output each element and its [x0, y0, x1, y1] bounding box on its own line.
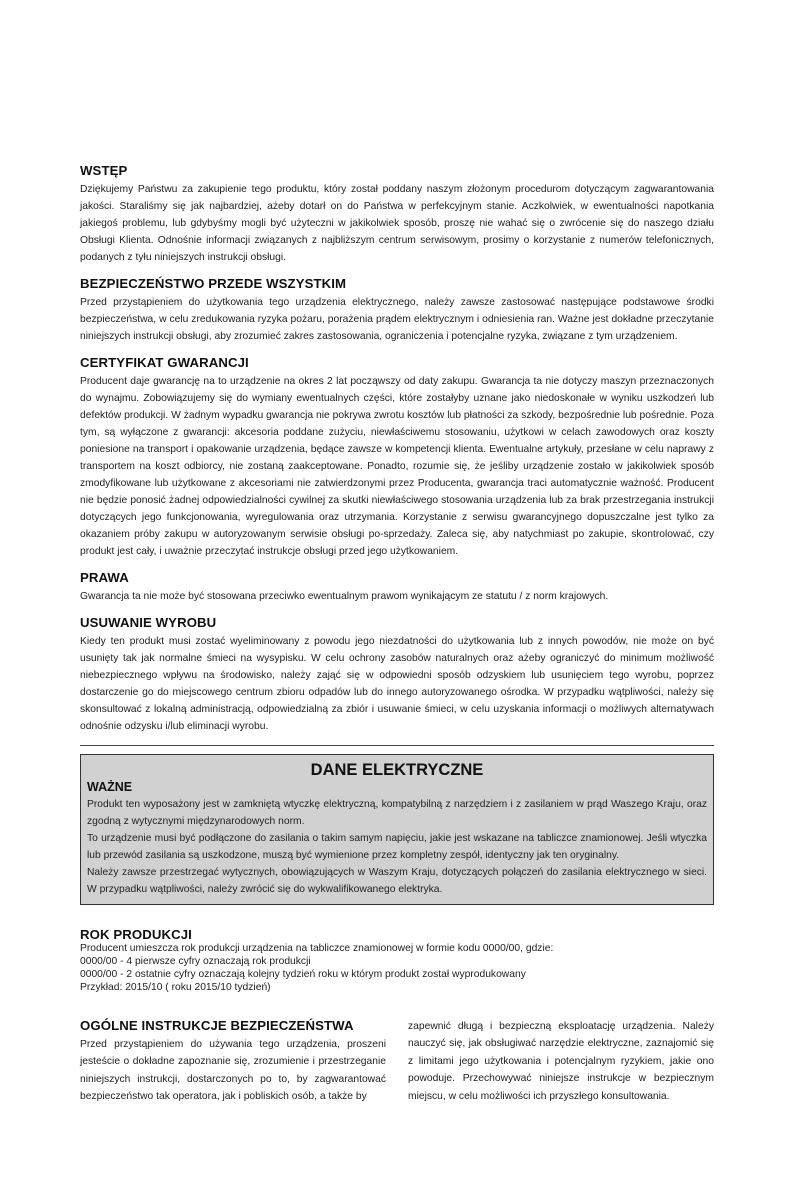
section-wstep — [80, 163, 714, 266]
section-heading: PRAWA — [80, 570, 129, 585]
production-line: Producent umieszcza rok produkcji urządzenia na tabliczce znamionowej w formie kodu 0000/00, gdzie: — [80, 943, 554, 954]
production-line: 0000/00 - 4 pierwsze cyfry oznaczają rok produkcji — [80, 956, 311, 967]
electrical-title: DANE ELEKTRYCZNE — [310, 761, 484, 779]
section-heading: ROK PRODUKCJI — [80, 927, 192, 942]
production-line: Przykład: 2015/10 ( roku 2015/10 tydzień) — [80, 982, 271, 993]
section-text: Kiedy ten produkt musi zostać wyeliminowany z powodu jego niezdatności do użytkowania lub z innych powodów, nie może on być usunięty tak jak normalne śmieci na wysypisku. W celu ochrony zasobów naturalnych oraz ażeby ograniczyć do minimum możliwość niebezpiecznego wpływu na środowisko, należy zająć się w odpowiedni sposób odzyskiem lub usunięciem tego wyrobu, poprzez dostarczenie go do miejscowego centrum zbioru odpadów lub do innego autoryzowanego ośrodka. W przypadku wątpliwości, należy się skonsultować z lokalną administracją, odpowiedzialną za zbiór i usuwanie śmieci, w celu uzyskania informacji o możliwych alternatywach odnośnie odzysku i/lub eliminacji wyrobu. — [80, 636, 714, 732]
electrical-paragraph: To urządzenie musi być podłączone do zasilania o takim samym napięciu, jakie jest wskazane na tabliczce znamionowej. Jeśli wtyczka lub przewód zasilania są uszkodzone, muszą być wymienione przez kompletny zespół, identyczny jak ten oryginalny. — [87, 833, 707, 861]
section-heading: WSTĘP — [80, 163, 128, 178]
section-heading: CERTYFIKAT GWARANCJI — [80, 355, 249, 370]
section-text: Dziękujemy Państwu za zakupienie tego produktu, który został poddany naszym złożonym procedurom dotyczącym zagwarantowania jakości. Staraliśmy się jak najbardziej, ażeby dotarł on do Państwa w perfekcyjnym stanie. Aczkolwiek, w ewentualności napotkania jakiegoś problemu, lub gdybyśmy mogli być użyteczni w jakikolwiek sposób, proszę nie wahać się o zwrócenie się do naszego działu Obsługi Klienta. Odnośnie informacji związanych z najbliższym centrum serwisowym, prosimy o korzystanie z numerów telefonicznych, podanych z tyłu niniejszych instrukcji obsługi. — [80, 184, 714, 263]
section-rok-produkcji — [80, 927, 714, 994]
general-safety-columns — [80, 1018, 714, 1106]
important-label: WAŻNE — [87, 780, 133, 794]
electrical-paragraph: Należy zawsze przestrzegać wytycznych, obowiązujących w Waszym Kraju, dotyczących połączeń do zasilania elektrycznego w sieci. W przypadku wątpliwości, należy zwrócić się do wykwalifikowanego elektryka. — [87, 867, 707, 895]
electrical-paragraph: Produkt ten wyposażony jest w zamkniętą wtyczkę elektryczną, kompatybilną z narzędziem i z zasilaniem w prąd Waszego Kraju, oraz zgodną z wytycznymi międzynarodowych norm. — [87, 799, 707, 827]
section-text: Gwarancja ta nie może być stosowana przeciwko ewentualnym prawom wynikającym ze statutu / z norm krajowych. — [80, 591, 609, 602]
section-heading: OGÓLNE INSTRUKCJE BEZPIECZEŃSTWA — [80, 1018, 354, 1033]
section-text: Przed przystąpieniem do używania tego urządzenia, proszeni jesteście o dokładne zapoznanie się, zrozumienie i przestrzeganie niniejszych instrukcji, dostarczonych po to, by zagwarantować bezpieczeństwo tak operatora, jak i pobliskich osób, a także by — [80, 1039, 386, 1103]
general-safety-column-left — [80, 1018, 386, 1106]
electrical-data-box — [80, 754, 714, 905]
section-text: Przed przystąpieniem do użytkowania tego urządzenia elektrycznego, należy zawsze zastosować następujące podstawowe środki bezpieczeństwa, w celu zredukowania ryzyka pożaru, porażenia prądem elektrycznym i odniesienia ran. Ważne jest dokładne przeczytanie niniejszych instrukcji obsługi, aby zrozumieć zakres zastosowania, ograniczenia i potencjalne ryzyka, związane z tym urządzeniem. — [80, 297, 714, 342]
manual-page — [80, 163, 714, 1106]
section-usuwanie-wyrobu — [80, 615, 714, 735]
production-line: 0000/00 - 2 ostatnie cyfry oznaczają kolejny tydzień roku w którym produkt został wyprodukowany — [80, 969, 526, 980]
divider — [80, 745, 714, 746]
general-safety-column-right — [408, 1018, 714, 1106]
section-text: Producent daje gwarancję na to urządzenie na okres 2 lat począwszy od daty zakupu. Gwarancja ta nie dotyczy maszyn przeznaczonych do wynajmu. Zobowiązujemy się do wymiany ewentualnych części, które zostałyby uznane jako niedoskonałe w wyniku uszkodzeń lub defektów produkcji. W żadnym wypadku gwarancja nie pokrywa zwrotu kosztów lub płatności za szkody, bezpośrednie lub pośrednie. Poza tym, są wyłączone z gwarancji: akcesoria poddane zużyciu, niewłaściwemu stosowaniu, użytkowi w celach zawodowych oraz koszty poniesione na transport i opakowanie urządzenia, będące zawsze w kompetencji klienta. Ewentualne artykuły, przesłane w celu naprawy z transportem na koszt odbiorcy, nie zostaną zaakceptowane. Ponadto, rozumie się, że jeśliby urządzenie zostało w jakikolwiek sposób zmodyfikowane lub użytkowane z akcesoriami nie zatwierdzonymi przez Producenta, gwarancja traci automatycznie ważność. Producent nie będzie ponosić żadnej odpowiedzialności cywilnej za skutki niewłaściwego stosowania urządzenia lub za brak przestrzegania instrukcji dotyczących jego funkcjonowania, wyregulowania oraz utrzymania. Korzystanie z serwisu gwarancyjnego dopuszczalne jest tylko za okazaniem próby zakupu w autoryzowanym serwisie obsługi po-sprzedaży. Zaleca się, aby natychmiast po zakupie, skontrolować, czy produkt jest cały, i uważnie przeczytać instrukcje obsługi przed jego użytkowaniem. — [80, 376, 714, 557]
section-heading: BEZPIECZEŃSTWO PRZEDE WSZYSTKIM — [80, 276, 347, 291]
section-prawa — [80, 570, 714, 605]
section-certyfikat-gwarancji — [80, 355, 714, 560]
section-text: zapewnić długą i bezpieczną eksploatację urządzenia. Należy nauczyć się, jak obsługiwać narzędzie elektryczne, zaznajomić się z limitami jego użytkowania i potencjalnym ryzykiem, jakie ono powoduje. Przechowywać niniejsze instrukcje w bezpiecznym miejscu, w celu możliwości ich przyszłego konsultowania. — [408, 1021, 714, 1102]
section-heading: USUWANIE WYROBU — [80, 615, 217, 630]
section-bezpieczenstwo — [80, 276, 714, 345]
